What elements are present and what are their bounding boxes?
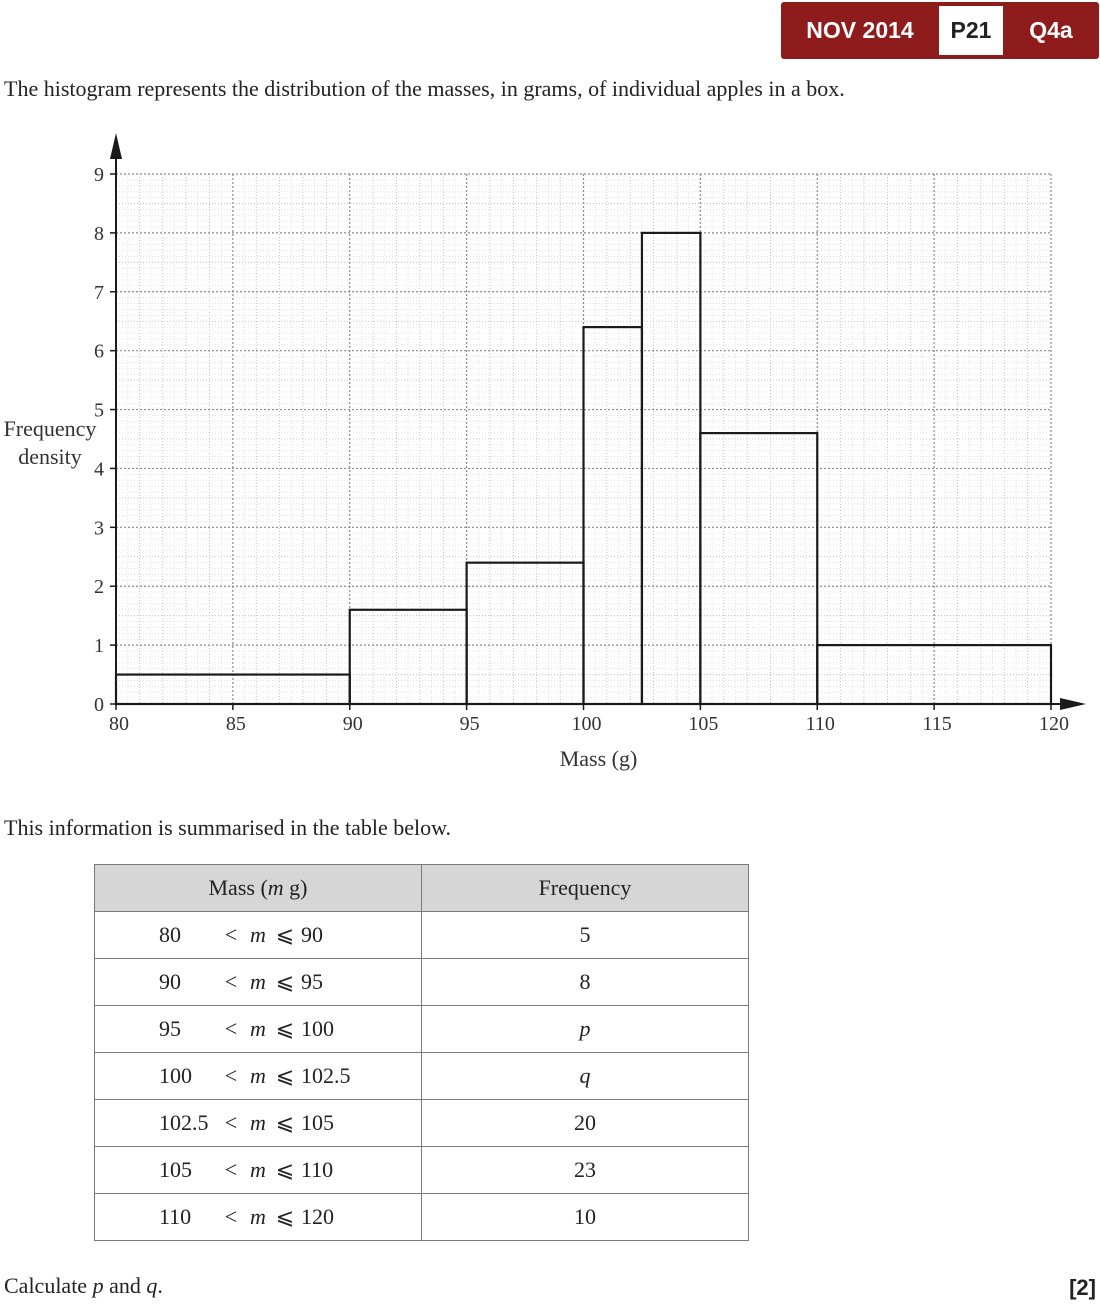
table-row [95, 1053, 749, 1100]
x-tick-label: 105 [688, 713, 719, 735]
x-tick-label: 120 [1039, 713, 1069, 735]
less-than-symbol: < [224, 1110, 238, 1135]
range-lower: 95 [159, 1016, 181, 1041]
range-upper: 110 [301, 1157, 334, 1182]
y-tick-label: 0 [94, 694, 104, 716]
mass-range-cell [95, 959, 422, 1006]
histogram-chart [0, 125, 1100, 785]
less-than-symbol: < [224, 969, 238, 994]
mass-range-cell [95, 1147, 422, 1194]
table-row [95, 1194, 749, 1241]
less-than-symbol: < [224, 1016, 238, 1041]
mass-range-cell [95, 1194, 422, 1241]
mass-variable: m [250, 1063, 266, 1088]
less-than-symbol: < [224, 922, 238, 947]
range-lower: 80 [159, 922, 181, 947]
table-row [95, 1006, 749, 1053]
y-tick-label: 2 [94, 576, 104, 599]
range-upper: 105 [301, 1110, 334, 1135]
table-header-row [95, 865, 749, 912]
less-equal-symbol: ⩽ [275, 1016, 295, 1041]
table-row [95, 1100, 749, 1147]
less-equal-symbol: ⩽ [275, 1204, 295, 1229]
x-axis-title: Mass (g) [559, 746, 638, 771]
histogram-bar [584, 327, 642, 704]
less-equal-symbol: ⩽ [275, 1157, 295, 1182]
x-tick-label: 90 [342, 713, 363, 735]
mass-variable: m [250, 1110, 266, 1135]
x-tick-label: 110 [805, 713, 835, 735]
paper-label: P21 [939, 6, 1003, 55]
mass-variable: m [250, 922, 266, 947]
mass-range-cell [95, 1100, 422, 1147]
mass-header: Mass (m g) [95, 865, 422, 912]
summary-text: This information is summarised in the table below. [4, 815, 452, 840]
mass-variable: m [250, 1204, 266, 1229]
y-tick-label: 6 [94, 340, 104, 363]
y-tick-label: 7 [94, 281, 104, 304]
mass-variable: m [250, 969, 266, 994]
mass-variable: m [250, 1157, 266, 1182]
range-upper: 120 [301, 1204, 334, 1229]
less-than-symbol: < [224, 1204, 238, 1229]
range-upper: 90 [301, 922, 323, 947]
marks-label: [2] [1069, 1275, 1096, 1300]
table-row [95, 912, 749, 959]
frequency-cell: 10 [422, 1194, 749, 1241]
less-equal-symbol: ⩽ [275, 1063, 295, 1088]
range-lower: 105 [159, 1157, 192, 1182]
mass-range-cell [95, 1053, 422, 1100]
range-lower: 110 [159, 1204, 192, 1229]
y-tick-label: 8 [94, 222, 104, 245]
frequency-cell: 23 [422, 1147, 749, 1194]
table-row [95, 1147, 749, 1194]
question-reference-badge [781, 2, 1099, 59]
range-lower: 90 [159, 969, 181, 994]
less-than-symbol: < [224, 1063, 238, 1088]
x-axis-arrow [1060, 698, 1086, 710]
less-equal-symbol: ⩽ [275, 969, 295, 994]
range-lower: 102.5 [159, 1110, 209, 1135]
y-tick-label: 3 [94, 517, 104, 540]
less-equal-symbol: ⩽ [275, 922, 295, 947]
frequency-cell: q [422, 1053, 749, 1100]
frequency-cell: 5 [422, 912, 749, 959]
table-row [95, 959, 749, 1006]
range-upper: 102.5 [301, 1063, 351, 1088]
question-label: Q4a [1029, 17, 1073, 43]
x-tick-label: 100 [571, 713, 602, 735]
less-equal-symbol: ⩽ [275, 1110, 295, 1135]
mass-variable: m [250, 1016, 266, 1041]
intro-text: The histogram represents the distribution of the masses, in grams, of individual apples in a box. [4, 76, 845, 101]
y-tick-label: 4 [94, 458, 104, 481]
y-axis-arrow [110, 133, 122, 159]
y-axis-title-line2: density [18, 444, 82, 469]
x-tick-label: 85 [225, 713, 246, 735]
range-lower: 100 [159, 1063, 192, 1088]
chart-labels [4, 164, 1069, 771]
y-tick-label: 9 [94, 164, 104, 186]
frequency-header: Frequency [422, 865, 749, 912]
y-tick-label: 1 [94, 635, 104, 658]
frequency-cell: 8 [422, 959, 749, 1006]
mass-range-cell [95, 912, 422, 959]
question-text: Calculate p and q. [4, 1273, 163, 1298]
session-label: NOV 2014 [806, 17, 914, 43]
frequency-cell: 20 [422, 1100, 749, 1147]
range-upper: 95 [301, 969, 323, 994]
less-than-symbol: < [224, 1157, 238, 1182]
y-tick-label: 5 [94, 399, 104, 422]
range-upper: 100 [301, 1016, 334, 1041]
y-axis-title-line1: Frequency [3, 416, 97, 441]
mass-range-cell [95, 1006, 422, 1053]
frequency-cell: p [422, 1006, 749, 1053]
x-tick-label: 80 [109, 713, 129, 735]
x-tick-label: 115 [922, 713, 952, 735]
x-tick-label: 95 [459, 713, 480, 735]
frequency-table [94, 864, 749, 1241]
